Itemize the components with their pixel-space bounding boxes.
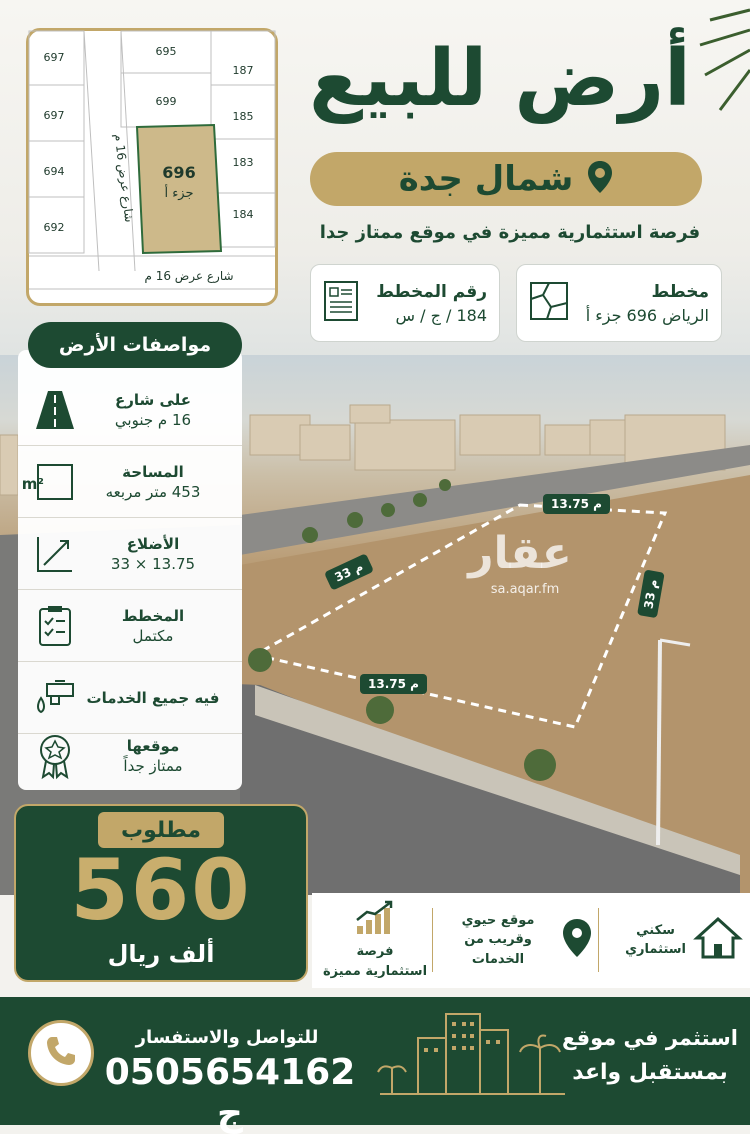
spec-street-label: على شارع (114, 390, 192, 409)
feature-residential-l2: استثماري (625, 942, 686, 957)
spec-dimensions (18, 518, 242, 590)
street-bottom-label: شارع عرض 16 م (144, 269, 234, 283)
phone-icon (44, 1034, 78, 1072)
plan-card (516, 264, 722, 342)
plot-map-card (26, 28, 278, 306)
invest-line2: بمستقبل واعد (572, 1060, 728, 1085)
price-value: 560 (70, 841, 252, 939)
plan-map-icon (529, 281, 569, 325)
document-icon (323, 280, 359, 326)
location-pill (310, 152, 702, 206)
area-m2-icon (21, 459, 78, 505)
invest-line1: استثمر في موقع (561, 1026, 739, 1050)
plan-number-card (310, 264, 500, 342)
subtitle: فرصة استثمارية مميزة في موقع ممتاز جدا (319, 222, 701, 243)
spec-street-value: 16 م جنوبي (114, 410, 192, 429)
headline: أرض للبيع (309, 34, 691, 124)
lot-694: 694 (43, 165, 65, 178)
spec-area-value: 453 متر مربعه (105, 482, 201, 501)
spec-plan-label: المخطط (121, 606, 185, 625)
lot-692: 692 (43, 221, 65, 234)
lot-695: 695 (155, 45, 177, 58)
spec-services-label: فيه جميع الخدمات (86, 688, 220, 707)
phone-call-button[interactable] (28, 1020, 94, 1086)
watermark-logo: عقار (468, 528, 572, 579)
map-pin-icon (587, 160, 613, 198)
phone-number[interactable]: 0505654162 ج (104, 1052, 356, 1134)
feature-investment-l2: استثمارية مميزة (322, 963, 428, 979)
plan-value: الرياض 696 جزء أ (585, 305, 709, 325)
lot-185: 185 (232, 110, 254, 123)
award-badge-icon (32, 733, 78, 779)
clipboard-check-icon (32, 603, 78, 649)
price-unit: ألف ريال (107, 940, 215, 968)
specs-title: مواصفات الأرض (28, 322, 242, 368)
spec-area-label: المساحة (122, 462, 184, 481)
spec-area (18, 446, 242, 518)
feature-investment-l1: فرصة (356, 944, 394, 959)
feature-location (442, 900, 592, 980)
street-side-label: شارع عرض 16 م (111, 132, 137, 224)
road-icon (32, 387, 78, 433)
spec-location-value: ممتاز جداً (123, 757, 183, 775)
dimensions-icon (32, 531, 78, 577)
plan-label: مخطط (651, 281, 709, 302)
feature-divider (432, 908, 433, 972)
water-tap-icon (32, 675, 78, 721)
lot-699: 699 (155, 95, 177, 108)
spec-street (18, 374, 242, 446)
dim-bottom-badge: 13.75 م (360, 674, 427, 694)
spec-dimensions-value: 33 × 13.75 (110, 554, 196, 573)
plan-number-value: 184 / ج / س (395, 305, 487, 325)
spec-location (18, 720, 242, 792)
feature-location-l1: موقع حيوي (461, 912, 535, 928)
lot-697b: 697 (43, 109, 65, 122)
plot-part: جزء أ (164, 186, 194, 201)
lot-187: 187 (232, 64, 254, 77)
spec-location-label: موقعها (126, 737, 180, 755)
skyline-illustration (370, 1008, 570, 1100)
spec-plan (18, 590, 242, 662)
dim-right-badge: 33 م (637, 570, 665, 618)
svg-text:m²: m² (21, 474, 44, 493)
price-label: مطلوب (98, 812, 224, 848)
feature-residential-l1: سكني (636, 922, 675, 938)
spec-dimensions-label: الأضلاع (126, 534, 180, 553)
dim-left-badge: 33 م (324, 553, 374, 590)
dim-top-badge: 13.75 م (543, 494, 610, 514)
plan-number-label: رقم المخطط (376, 281, 487, 302)
contact-label: للتواصل والاستفسار (135, 1027, 319, 1048)
feature-location-l2: وقريب من الخدمات (464, 932, 532, 967)
lot-183: 183 (232, 156, 254, 169)
location-text: شمال جدة (398, 159, 574, 199)
spec-plan-value: مكتمل (132, 626, 174, 645)
growth-chart-icon (353, 900, 397, 940)
feature-divider (598, 908, 599, 972)
map-pin-icon (562, 918, 592, 962)
plot-number: 696 (162, 163, 196, 182)
feature-residential (612, 900, 742, 980)
lot-697a: 697 (43, 51, 65, 64)
feature-investment (322, 900, 428, 980)
lot-184: 184 (232, 208, 254, 221)
house-icon (694, 916, 742, 964)
watermark-url: sa.aqar.fm (490, 582, 560, 597)
